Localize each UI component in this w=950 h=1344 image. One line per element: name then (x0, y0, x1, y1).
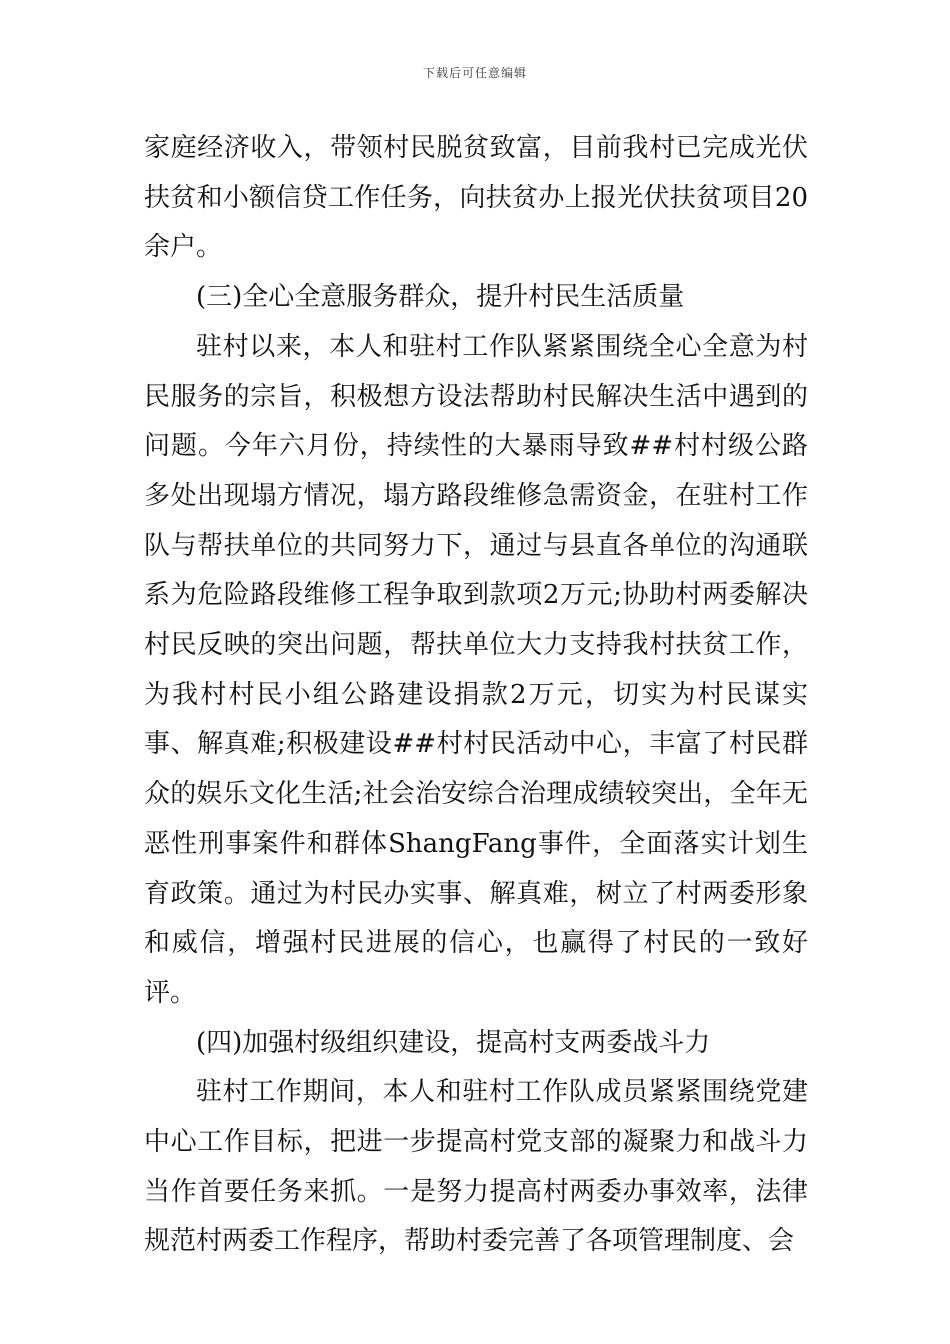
section-heading-3: (三)全心全意服务群众，提升村民生活质量 (196, 282, 685, 313)
paragraph-organization: 驻村工作期间，本人和驻村工作队成员紧紧围绕党建中心工作目标，把进一步提高村党支部的凝聚力和战斗力当作首要任务来抓。一是努力提高村两委办事效率，法律规范村两委工作程序，帮助村委完善了各项管理制度、会 (144, 1077, 808, 1257)
section-heading-4: (四)加强村级组织建设，提高村支两委战斗力 (196, 1027, 711, 1058)
paragraph-service: 驻村以来，本人和驻村工作队紧紧围绕全心全意为村民服务的宗旨，积极想方设法帮助村民解决生活中遇到的问题。今年六月份，持续性的大暴雨导致##村村级公路多处出现塌方情况，塌方路段维修急需资金，在驻村工作队与帮扶单位的共同努力下，通过与县直各单位的沟通联系为危险路段维修工程争取到款项2万元;协助村两委解决村民反映的突出问题，帮扶单位大力支持我村扶贫工作，为我村村民小组公路建设捐款2万元，切实为村民谋实事、解真难;积极建设##村村民活动中心，丰富了村民群众的娱乐文化生活;社会治安综合治理成绩较突出，全年无恶性刑事案件和群体ShangFang事件，全面落实计划生育政策。通过为村民办实事、解真难，树立了村两委形象和威信，增强村民进展的信心，也赢得了村民的一致好评。 (144, 331, 808, 1008)
page-header-note: 下载后可任意编辑 (422, 66, 527, 80)
paragraph-continuation: 家庭经济收入，带领村民脱贫致富，目前我村已完成光伏扶贫和小额信贷工作任务，向扶贫办上报光伏扶贫项目20余户。 (144, 133, 808, 263)
document-body (144, 124, 808, 1267)
